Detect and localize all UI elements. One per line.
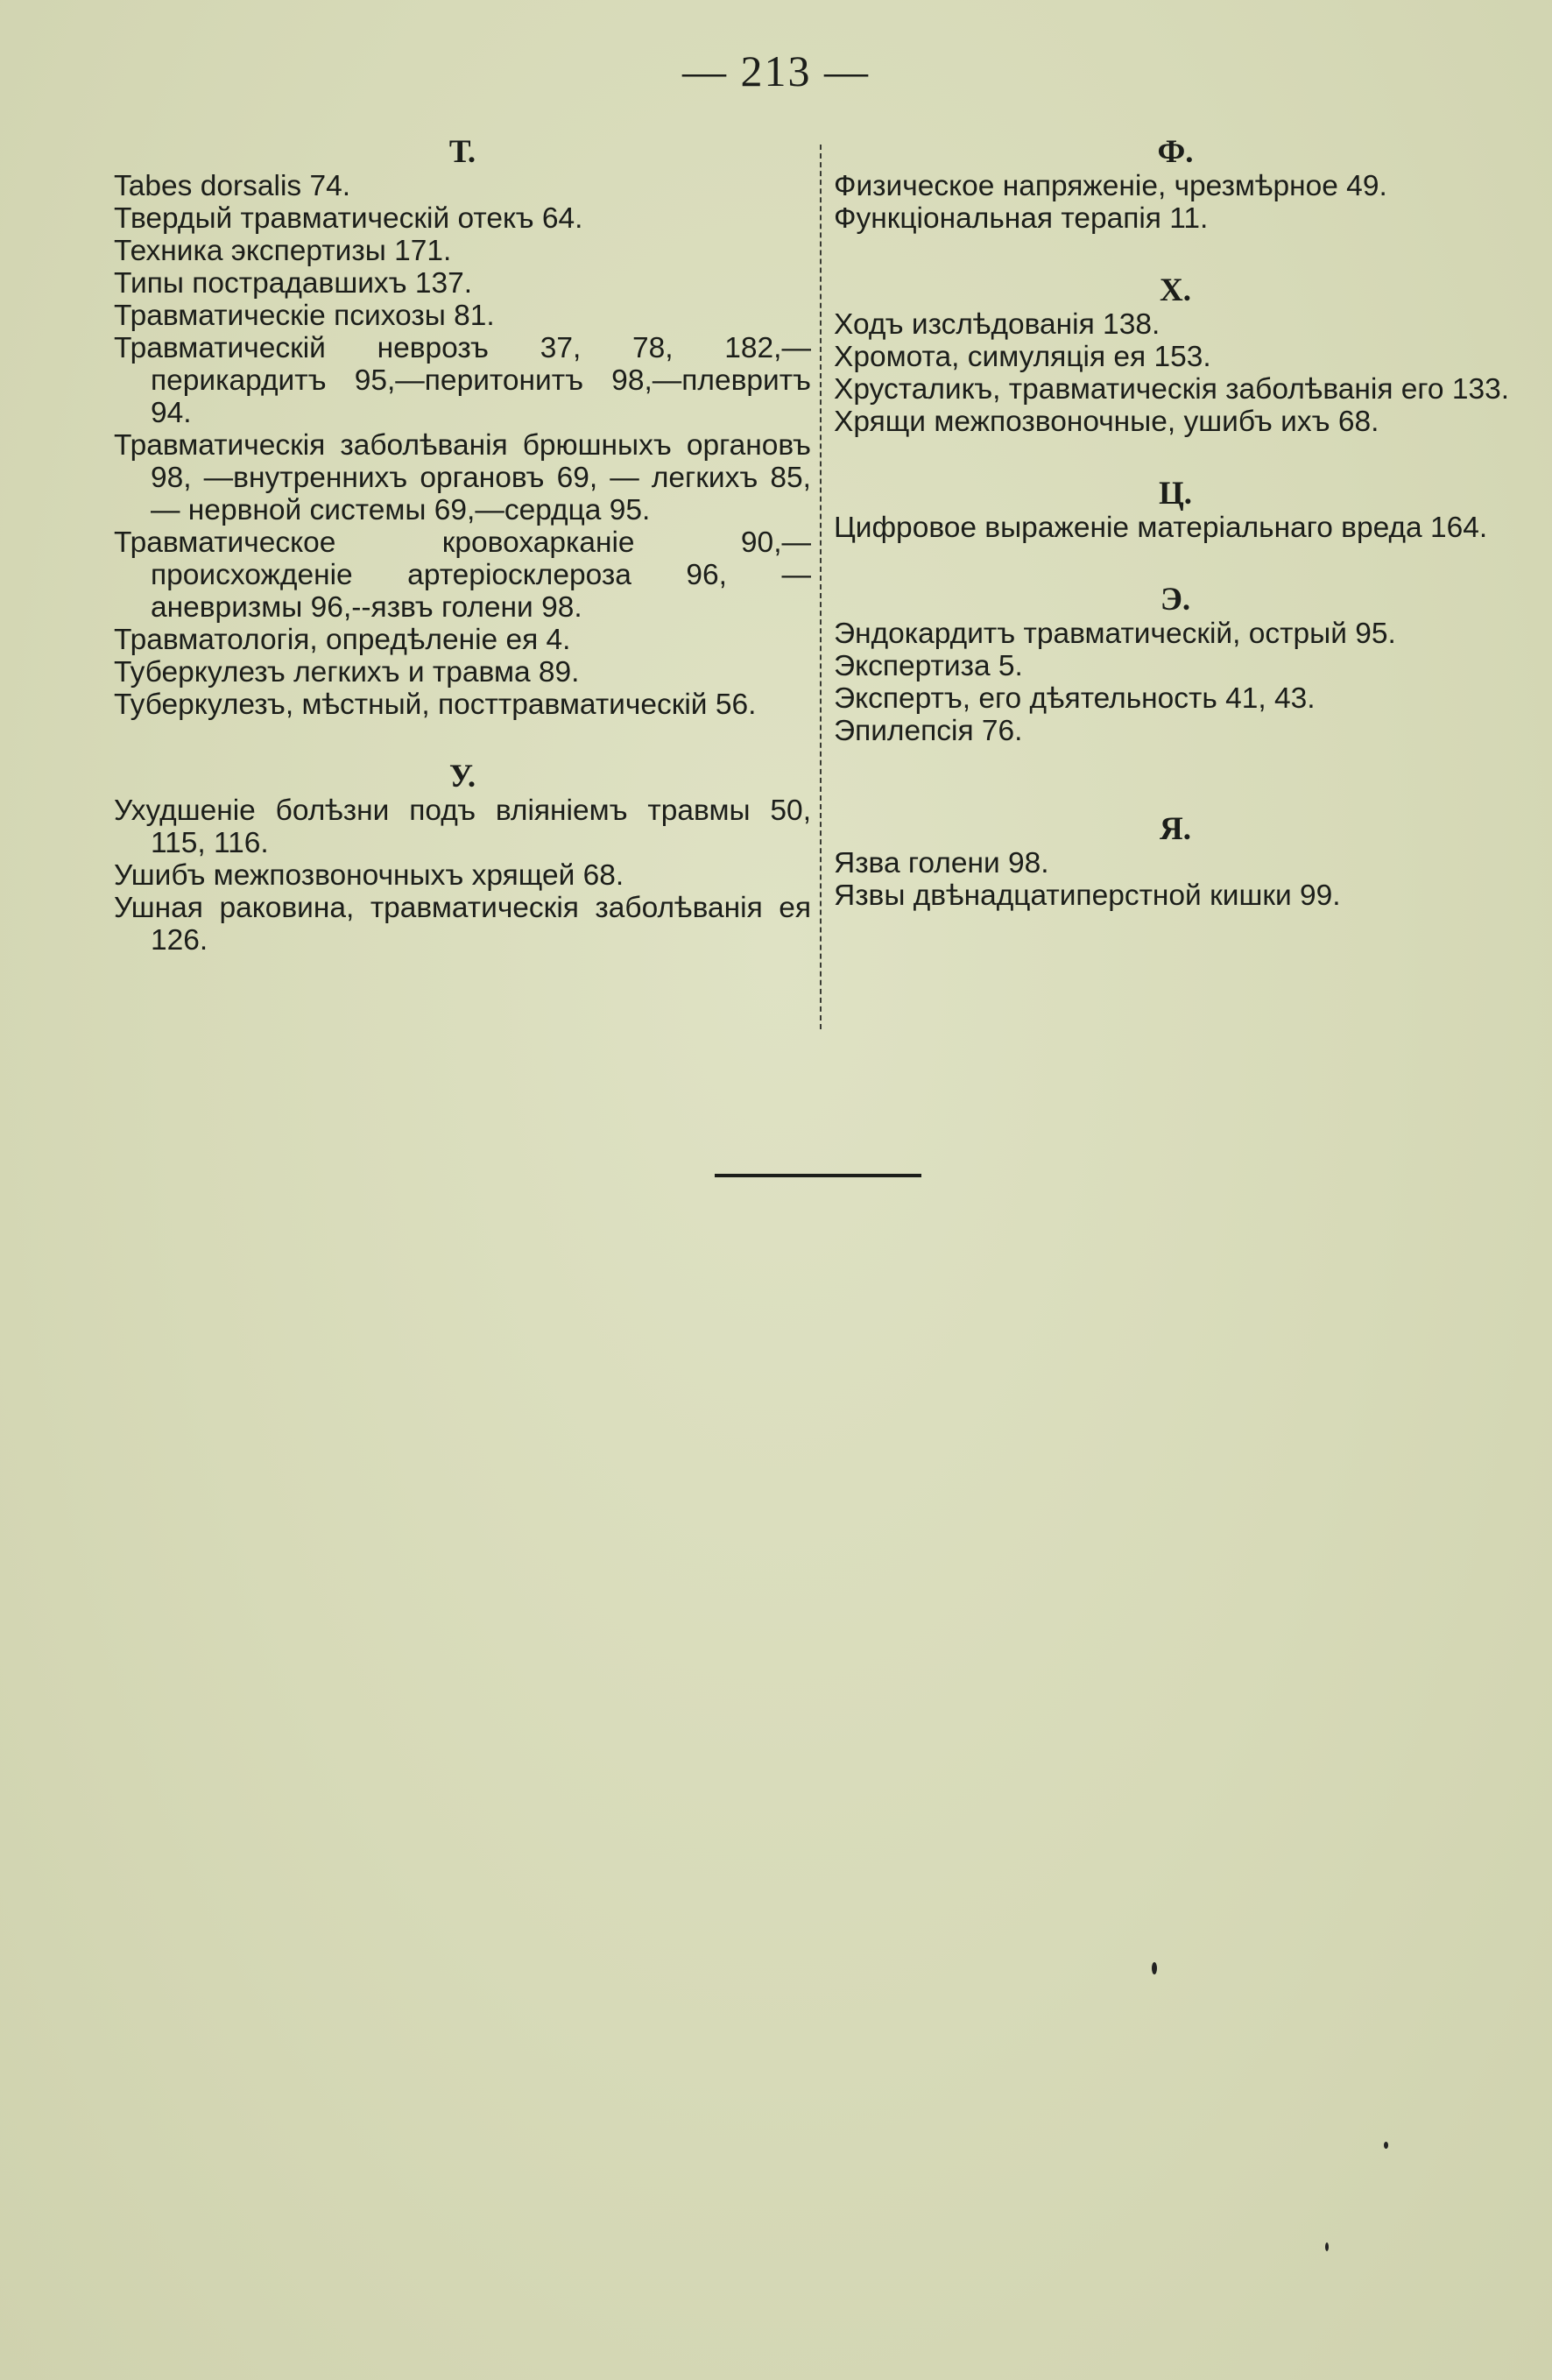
index-section-kh [834, 270, 1517, 438]
section-letter: Т. [448, 134, 476, 170]
section-letter: Я. [1160, 811, 1191, 847]
column-divider [820, 145, 822, 1029]
index-section-u [114, 756, 811, 957]
index-entry: Ушибъ межпозвоночныхъ хрящей 68. [114, 859, 624, 892]
index-section-f [834, 131, 1517, 235]
index-entry: Хрусталикъ, травматическія заболѣванія его 133. [834, 373, 1510, 406]
index-entry: Ушная раковина, травматическія заболѣванія ея 126. [114, 892, 811, 957]
index-entry: Экспертъ, его дѣятельность 41, 43. [834, 682, 1316, 715]
paper-speck [1384, 2142, 1388, 2149]
index-entry: Хромота, симуляція ея 153. [834, 341, 1211, 373]
index-entry: Техника экспертизы 171. [114, 235, 452, 267]
index-section-ts [834, 473, 1517, 544]
index-entry: Ухудшеніе болѣзни подъ вліяніемъ травмы 50, 115, 116. [114, 795, 811, 859]
index-entry: Травматическій неврозъ 37, 78, 182,—перикардитъ 95,—перитонитъ 98,—плевритъ 94. [114, 332, 811, 429]
index-entry: Твердый травматическій отекъ 64. [114, 202, 583, 235]
index-entry: Язва голени 98. [834, 847, 1049, 879]
index-entry: Типы пострадавшихъ 137. [114, 267, 473, 300]
index-entry: Эпилепсія 76. [834, 715, 1023, 747]
index-entry: Туберкулезъ легкихъ и травма 89. [114, 656, 580, 689]
section-gap [834, 747, 1517, 809]
section-gap [834, 544, 1517, 579]
index-column-right [834, 131, 1517, 912]
index-entry: Экспертиза 5. [834, 650, 1023, 682]
index-entry: Травматическое кровохарканіе 90,—происхожденіе артеріосклероза 96, — аневризмы 96,--язвъ голени 98. [114, 526, 811, 624]
index-section-t [114, 131, 811, 721]
section-gap [834, 438, 1517, 473]
end-rule [715, 1174, 921, 1177]
section-letter: Э. [1160, 582, 1191, 618]
index-section-ya [834, 809, 1517, 912]
paper-speck [1152, 1962, 1157, 1974]
paper-speck [1325, 2242, 1329, 2251]
section-letter: Х. [1160, 272, 1191, 308]
index-entry: Функціональная терапія 11. [834, 202, 1209, 235]
index-entry: Травматическіе психозы 81. [114, 300, 495, 332]
index-entry: Ходъ изслѣдованія 138. [834, 308, 1160, 341]
index-entry: Физическое напряженіе, чрезмѣрное 49. [834, 170, 1387, 202]
index-entry: Травматологія, опредѣленіе ея 4. [114, 624, 571, 656]
index-entry: Цифровое выраженіе матеріальнаго вреда 164. [834, 512, 1488, 544]
index-column-left [114, 131, 811, 957]
index-entry: Хрящи межпозвоночные, ушибъ ихъ 68. [834, 406, 1379, 438]
section-letter: Ф. [1157, 134, 1194, 170]
index-entry: Tabes dorsalis 74. [114, 170, 351, 202]
index-section-e [834, 579, 1517, 747]
section-letter: У. [448, 759, 476, 795]
index-entry: Эндокардитъ травматическій, острый 95. [834, 618, 1396, 650]
section-letter: Ц. [1158, 476, 1193, 512]
section-gap [834, 235, 1517, 270]
page-number: — 213 — [682, 46, 870, 95]
index-entry: Травматическія заболѣванія брюшныхъ органовъ 98, —внутреннихъ органовъ 69, — легкихъ 85, — нервной системы 69,—сердца 95. [114, 429, 811, 526]
section-gap [114, 721, 811, 756]
index-entry: Язвы двѣнадцатиперстной кишки 99. [834, 879, 1341, 912]
index-entry: Туберкулезъ, мѣстный, посттравматическій 56. [114, 689, 757, 721]
